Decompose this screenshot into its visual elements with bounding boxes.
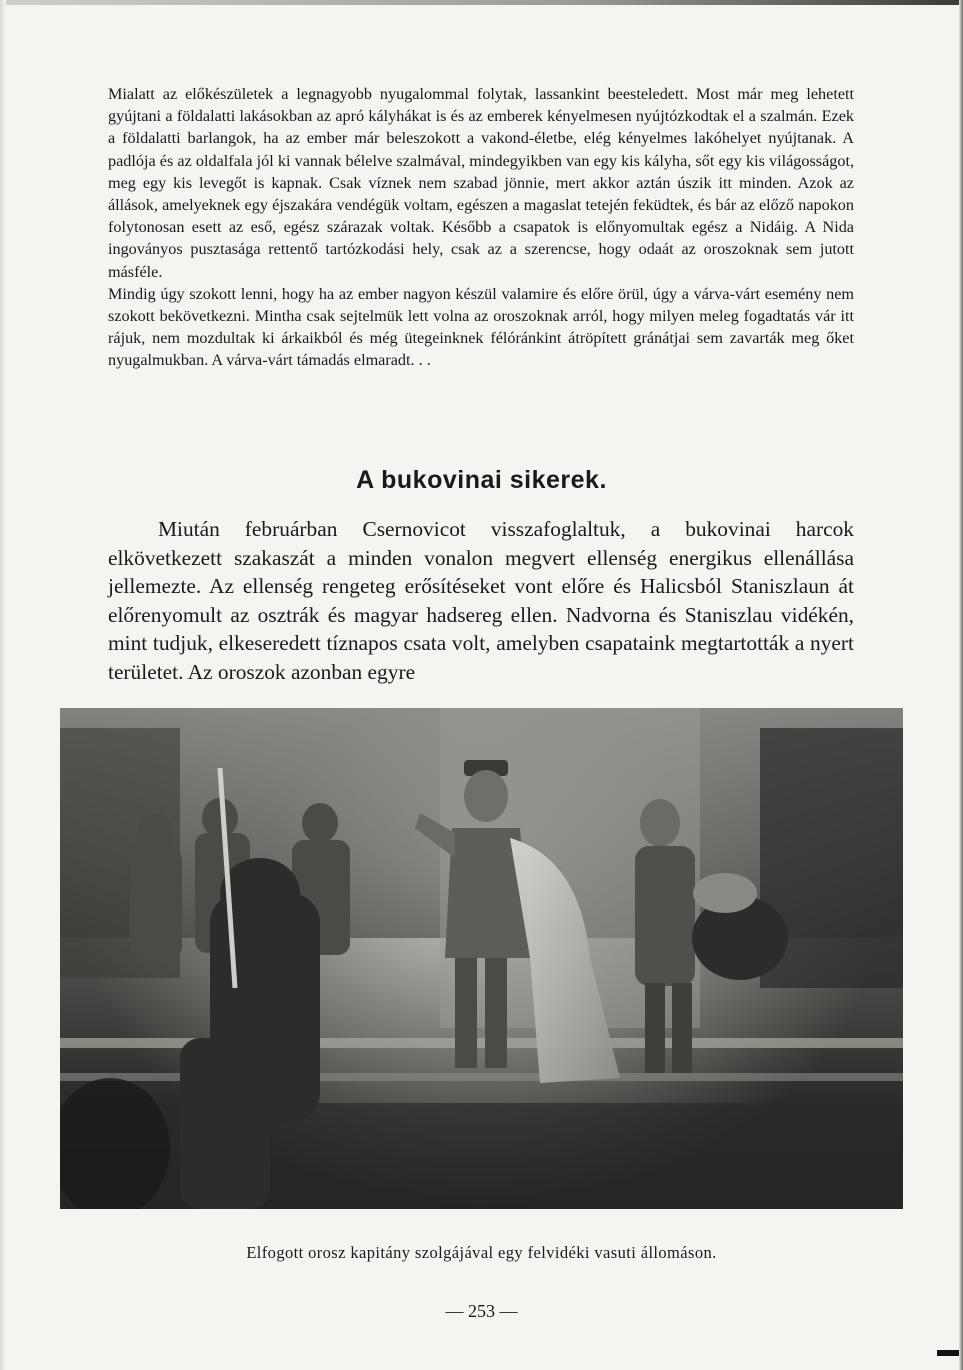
paragraph-1: Mialatt az előkészületek a legnagyobb nyugalommal folytak, lassankint beesteledett. Most már meg lehetett gyújtani a földalatti lakásokban az apró kályhákat is és az emberek kényelmesen nyújtózkodtak el a szalmán. Ezek a földalatti barlangok, ha az ember már beleszokott a vakond-életbe, elég kényelmes lakóhelyet nyújtanak. A padlója és az oldalfala jól ki vannak bélelve szalmával, mindegyikben van egy kis kályha, sőt egy kis világosságot, meg egy kis levegőt is kapnak. Csak víznek nem szabad jönnie, mert akkor aztán úszik itt minden. Azok az állások, amelyeknek egy éjszakára vendégük voltam, egészen a magaslat tetején feküdtek, és bár az előző napokon folytonosan esett az eső, egész szárazak voltak. Később a csapatok is előnyomultak egész a Nidáig. A Nida ingoványos pusztasága rettentő tartózkodási hely, csak az a szerencse, hogy odaát az oroszoknak sem jutott másféle. [108, 85, 854, 281]
page-number: — 253 — [445, 1301, 518, 1321]
body-text-top [108, 83, 854, 372]
body-text-main [108, 515, 854, 687]
paragraph-3: Miután februárban Csernovicot visszafoglaltuk, a bukovinai harcok elkövetkezett szakaszát a minden vonalon megvert ellenség energikus ellenállása jellemezte. Az ellenség rengeteg erősítéseket vont előre és Halicsból Staniszlaun át előrenyomult az osztrák és magyar hadsereg ellen. Nadvorna és Staniszlau vidékén, mint tudjuk, elkeseredett tíznapos csata volt, amelyben csapataink megtartották a nyert területet. Az oroszok azonban egyre [108, 517, 854, 684]
section-heading: A bukovinai sikerek. [356, 466, 607, 494]
paragraph-2: Mindig úgy szokott lenni, hogy ha az ember nagyon készül valamire és előre örül, úgy a várva-várt esemény nem szokott bekövetkezni. Mintha csak sejtelmük lett volna az oroszoknak arról, hogy milyen meleg fogadtatás vár itt rájuk, nem mozdultak ki árkaikból és még ütegeinknek félóránkint átröpített gránátjai sem zavarták meg őket nyugalmukban. A várva-várt támadás elmaradt. . . [108, 284, 854, 370]
page-edge-left [0, 0, 6, 1370]
page-edge-right [959, 0, 963, 1370]
scan-corner-mark [937, 1350, 959, 1356]
photograph [60, 708, 903, 1209]
page-edge-top [0, 0, 963, 5]
figure-caption: Elfogott orosz kapitány szolgájával egy felvidéki vasuti állomáson. [246, 1243, 717, 1262]
photograph-illustration [60, 708, 903, 1209]
